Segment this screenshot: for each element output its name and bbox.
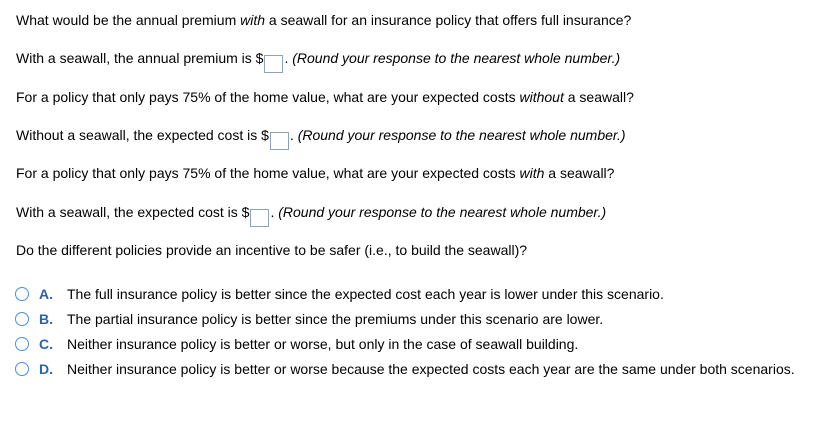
- option-letter: C.: [39, 336, 53, 352]
- question-text: a seawall?: [563, 89, 634, 105]
- radio-button-icon[interactable]: [15, 337, 29, 351]
- question-expected-cost-with-seawall: [16, 164, 614, 182]
- rounding-hint: (Round your response to the nearest whole number.): [278, 204, 607, 220]
- option-letter: D.: [39, 361, 53, 377]
- option-letter: B.: [39, 311, 53, 327]
- answer-prefix: Without a seawall, the expected cost is $: [16, 127, 269, 143]
- question-emphasis: without: [519, 89, 564, 105]
- option-d[interactable]: [15, 360, 807, 378]
- question-incentive: [16, 241, 527, 259]
- option-letter: A.: [39, 286, 53, 302]
- question-text: For a policy that only pays 75% of the home value, what are your expected costs: [16, 165, 520, 181]
- answer-row-premium: [16, 49, 620, 73]
- question-text: What would be the annual premium: [16, 12, 241, 28]
- answer-prefix: With a seawall, the expected cost is $: [16, 204, 250, 220]
- question-text: Do the different policies provide an incentive to be safer (i.e., to build the seawall)?: [16, 242, 528, 258]
- question-expected-cost-without-seawall: [16, 88, 634, 106]
- answer-suffix: .: [270, 204, 279, 220]
- option-text: Neither insurance policy is better or worse, but only in the case of seawall building.: [67, 336, 579, 352]
- option-c[interactable]: [15, 335, 807, 353]
- question-annual-premium-with-seawall: [16, 11, 631, 29]
- option-text: The full insurance policy is better since the expected cost each year is lower under this scenario.: [67, 286, 664, 302]
- answer-row-cost-without-seawall: [16, 126, 626, 150]
- radio-button-icon[interactable]: [15, 287, 29, 301]
- option-text: Neither insurance policy is better or worse because the expected costs each year are the same under both scenarios.: [67, 361, 795, 377]
- question-text: For a policy that only pays 75% of the home value, what are your expected costs: [16, 89, 520, 105]
- option-text: The partial insurance policy is better since the premiums under this scenario are lower.: [67, 311, 604, 327]
- cost-with-seawall-input[interactable]: [250, 209, 269, 227]
- question-text: a seawall?: [544, 165, 615, 181]
- answer-options: [15, 285, 807, 385]
- answer-suffix: .: [284, 50, 293, 66]
- question-emphasis: with: [240, 12, 266, 28]
- question-emphasis: with: [519, 165, 545, 181]
- option-a[interactable]: [15, 285, 807, 303]
- radio-button-icon[interactable]: [15, 362, 29, 376]
- radio-button-icon[interactable]: [15, 312, 29, 326]
- cost-without-seawall-input[interactable]: [270, 132, 289, 150]
- answer-row-cost-with-seawall: [16, 203, 606, 227]
- question-text: a seawall for an insurance policy that offers full insurance?: [265, 12, 632, 28]
- rounding-hint: (Round your response to the nearest whole number.): [292, 50, 621, 66]
- answer-prefix: With a seawall, the annual premium is $: [16, 50, 264, 66]
- rounding-hint: (Round your response to the nearest whole number.): [297, 127, 626, 143]
- answer-suffix: .: [289, 127, 298, 143]
- option-b[interactable]: [15, 310, 807, 328]
- premium-input[interactable]: [264, 55, 283, 73]
